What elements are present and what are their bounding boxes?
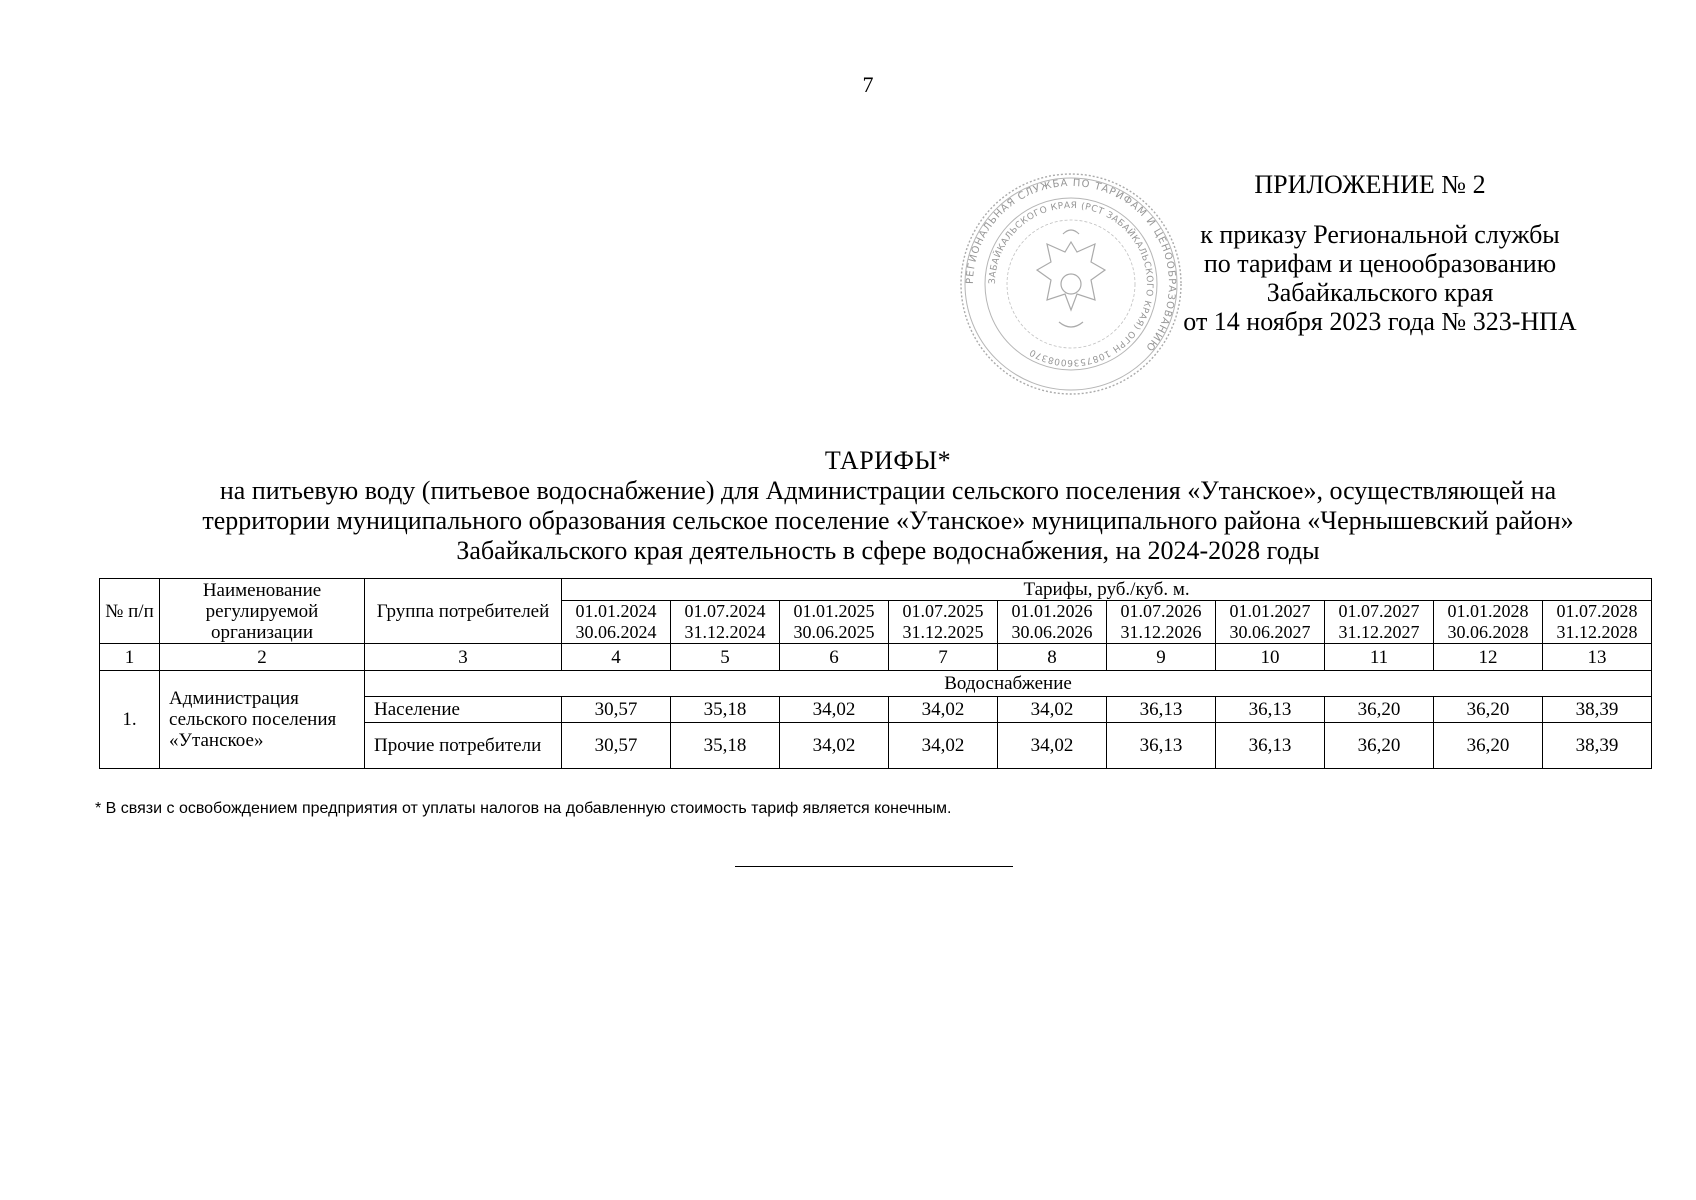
organization-name: Администрация сельского поселения «Утанское» xyxy=(160,671,365,769)
heading-line: Забайкальского края деятельность в сфере водоснабжения, на 2024-2028 годы xyxy=(456,536,1320,565)
header-group: Группа потребителей xyxy=(365,579,562,644)
header-tariffs: Тарифы, руб./куб. м. xyxy=(562,579,1652,601)
tariff-value: 30,57 xyxy=(562,723,671,769)
appendix-block xyxy=(1150,170,1610,336)
heading-line: на питьевую воду (питьевое водоснабжение) для Администрации сельского поселения «Утанское», осуществляющей на xyxy=(219,476,1557,505)
tariff-value: 35,18 xyxy=(671,723,780,769)
tariff-value: 35,18 xyxy=(671,697,780,723)
tariff-value: 34,02 xyxy=(780,723,889,769)
column-number: 11 xyxy=(1325,644,1434,671)
period-cell: 01.07.2024 31.12.2024 xyxy=(671,601,780,644)
section-label: Водоснабжение xyxy=(365,671,1652,697)
column-number: 3 xyxy=(365,644,562,671)
page-number: 7 xyxy=(862,72,874,97)
column-number: 12 xyxy=(1434,644,1543,671)
tariff-value: 36,13 xyxy=(1216,697,1325,723)
column-number: 1 xyxy=(100,644,160,671)
tariff-table xyxy=(99,578,1652,769)
tariff-value: 34,02 xyxy=(998,697,1107,723)
period-cell: 01.07.2026 31.12.2026 xyxy=(1107,601,1216,644)
tariff-value: 36,20 xyxy=(1325,723,1434,769)
column-number: 10 xyxy=(1216,644,1325,671)
period-cell: 01.01.2025 30.06.2025 xyxy=(780,601,889,644)
heading-line: территории муниципального образования сельское поселение «Утанское» муниципального района «Чернышевский район» xyxy=(202,506,1574,535)
heading-title: ТАРИФЫ* xyxy=(824,446,952,475)
column-number: 7 xyxy=(889,644,998,671)
appendix-line: от 14 ноября 2023 года № 323-НПА xyxy=(1183,307,1577,336)
column-number: 8 xyxy=(998,644,1107,671)
tariff-value: 36,20 xyxy=(1434,723,1543,769)
period-cell: 01.07.2028 31.12.2028 xyxy=(1543,601,1652,644)
tariff-value: 30,57 xyxy=(562,697,671,723)
seal-inner-text: ЗАБАЙКАЛЬСКОГО КРАЯ (РСТ ЗАБАЙКАЛЬСКОГО КРАЯ) ОГРН 1087536008370 xyxy=(987,200,1155,368)
tariff-value: 36,20 xyxy=(1325,697,1434,723)
header-org: Наименование регулируемой организации xyxy=(160,579,365,644)
period-cell: 01.07.2027 31.12.2027 xyxy=(1325,601,1434,644)
tariff-value: 36,13 xyxy=(1107,697,1216,723)
appendix-line: Забайкальского края xyxy=(1266,278,1494,307)
document-heading xyxy=(100,446,1676,566)
row-number: 1. xyxy=(100,671,160,769)
tariff-value: 34,02 xyxy=(889,697,998,723)
consumer-group: Прочие потребители xyxy=(365,723,562,769)
tariff-value: 38,39 xyxy=(1543,723,1652,769)
closing-rule xyxy=(735,866,1013,867)
column-number: 2 xyxy=(160,644,365,671)
tariff-value: 36,20 xyxy=(1434,697,1543,723)
consumer-group: Население xyxy=(365,697,562,723)
tariff-value: 36,13 xyxy=(1216,723,1325,769)
appendix-line: по тарифам и ценообразованию xyxy=(1203,249,1557,278)
appendix-line: к приказу Региональной службы xyxy=(1200,220,1560,249)
tariff-value: 34,02 xyxy=(998,723,1107,769)
period-cell: 01.01.2028 30.06.2028 xyxy=(1434,601,1543,644)
appendix-title: ПРИЛОЖЕНИЕ № 2 xyxy=(1254,170,1486,199)
column-number: 13 xyxy=(1543,644,1652,671)
column-number: 9 xyxy=(1107,644,1216,671)
seal-outer-text: РЕГИОНАЛЬНАЯ СЛУЖБА ПО ТАРИФАМ И ЦЕНООБРАЗОВАНИЮ xyxy=(964,177,1178,354)
column-number: 5 xyxy=(671,644,780,671)
period-cell: 01.01.2026 30.06.2026 xyxy=(998,601,1107,644)
svg-text:ЗАБАЙКАЛЬСКОГО КРАЯ (РСТ ЗАБАЙ xyxy=(988,201,1154,367)
column-number: 4 xyxy=(562,644,671,671)
header-no: № п/п xyxy=(100,579,160,644)
footnote: * В связи с освобождением предприятия от уплаты налогов на добавленную стоимость тариф является конечным. xyxy=(95,800,952,817)
tariff-value: 34,02 xyxy=(889,723,998,769)
coat-of-arms-icon xyxy=(1037,230,1105,327)
period-cell: 01.01.2024 30.06.2024 xyxy=(562,601,671,644)
column-number: 6 xyxy=(780,644,889,671)
tariff-value: 36,13 xyxy=(1107,723,1216,769)
tariff-value: 34,02 xyxy=(780,697,889,723)
tariff-value: 38,39 xyxy=(1543,697,1652,723)
period-cell: 01.01.2027 30.06.2027 xyxy=(1216,601,1325,644)
period-cell: 01.07.2025 31.12.2025 xyxy=(889,601,998,644)
